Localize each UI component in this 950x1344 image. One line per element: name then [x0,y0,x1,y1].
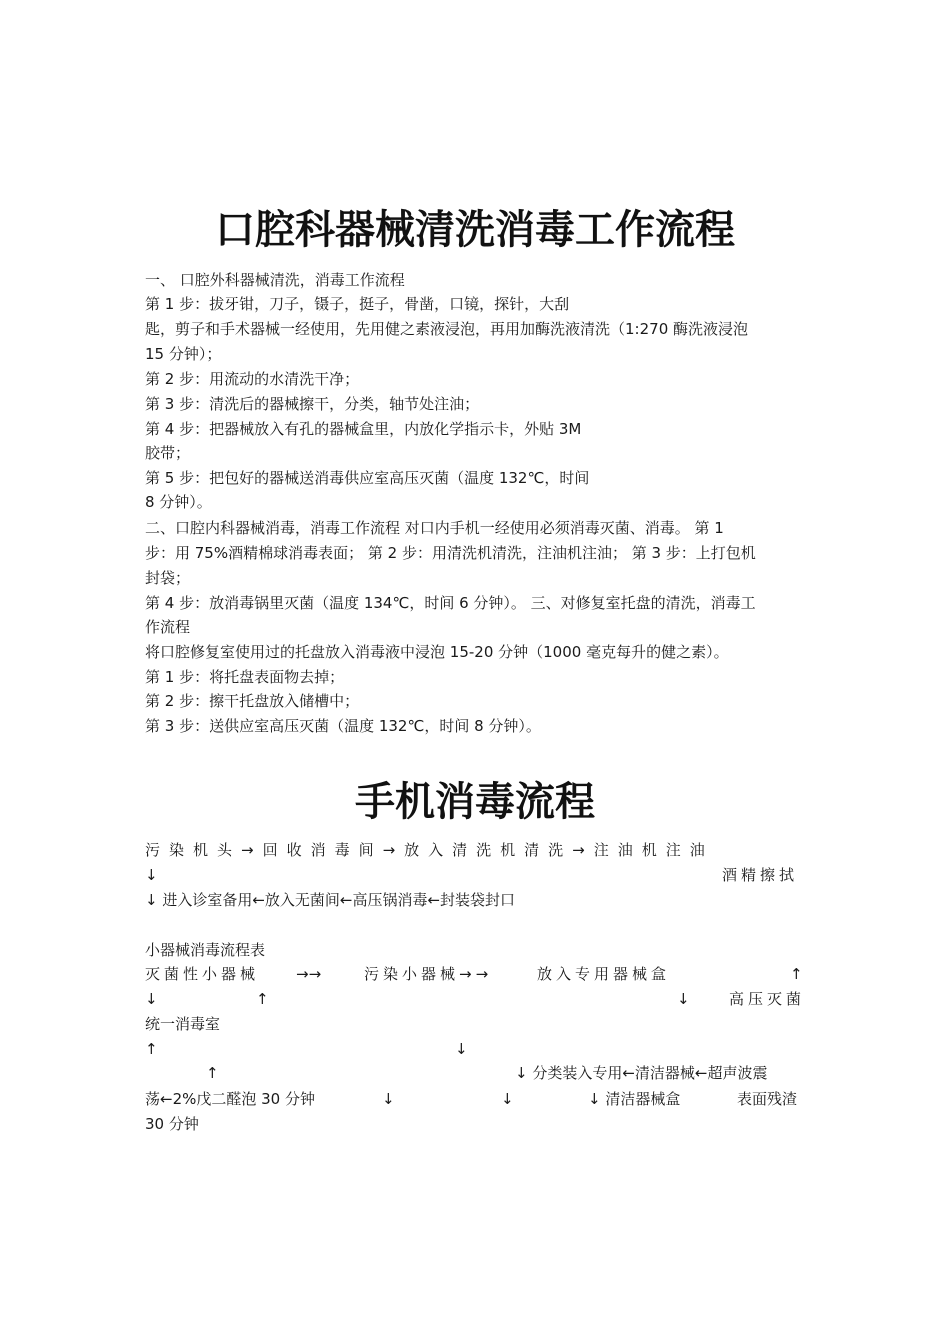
text-line: 胶带； [145,444,191,462]
text-line: 15 分钟）； [145,345,222,363]
text-line: 第 2 步：用流动的水清洗干净； [145,370,360,388]
flow-arrow-up: ↑ [206,1064,219,1082]
text-line: 第 2 步：擦干托盘放入储槽中； [145,692,360,710]
flow-step: 30 分钟 [145,1115,199,1133]
text-line: 步：用 75%酒精棉球消毒表面； 第 2 步：用清洗机清洗，注油机注油； 第 3 步：上打包机 [145,544,756,562]
flow-step: ↓ 清洁器械盒 [588,1090,681,1108]
text-line: 第 3 步：清洗后的器械擦干，分类，轴节处注油； [145,395,480,413]
flow-arrow-down: ↓ [501,1090,514,1108]
flow-arrow-up: ↑ [790,965,803,983]
flow-step: 表面残渣 [737,1090,798,1108]
text-line: 第 4 步：把器械放入有孔的器械盒里，内放化学指示卡，外贴 3M [145,420,582,438]
flow-arrow-down: ↓ [145,990,158,1008]
flow-row: ↓ 分类装入专用←清洁器械←超声波震 [515,1064,768,1082]
text-line: 第 1 步：将托盘表面物去掉； [145,668,345,686]
flow-step: 荡←2%戊二醛泡 30 分钟 [145,1090,315,1108]
flow-step: 酒精擦拭 [722,866,799,884]
document-title: 口腔科器械清洗消毒工作流程 [215,207,735,253]
flow-step: 高压灭菌 [729,990,806,1008]
text-line: 一、 口腔外科器械清洗，消毒工作流程 [145,271,405,289]
flow-arrow-down: ↓ [382,1090,395,1108]
flow-step: 统一消毒室 [145,1015,221,1033]
flow-row: ↓ 进入诊室备用←放入无菌间←高压锅消毒←封装袋封口 [145,891,516,909]
text-line: 第 4 步：放消毒锅里灭菌（温度 134℃，时间 6 分钟）。 三、对修复室托盘的清洗，消毒工 [145,594,756,612]
flow-arrow: →→ [296,965,322,983]
flow-arrow-up: ↑ [145,1040,158,1058]
text-line: 匙，剪子和手术器械一经使用，先用健之素液浸泡，再用加酶洗液清洗（1:270 酶洗液浸泡 [145,320,748,338]
flow-arrow-down: ↓ [455,1040,468,1058]
flow-arrow-down: ↓ [677,990,690,1008]
text-line: 作流程 [145,618,191,636]
text-line: 第 3 步：送供应室高压灭菌（温度 132℃，时间 8 分钟）。 [145,717,541,735]
flow-step: 放入专用器械盒 [537,965,671,983]
flow-step: 污染小器械→→ [364,965,493,983]
text-line: 第 1 步：拔牙钳，刀子，镊子，挺子，骨凿，口镜，探针，大刮 [145,295,570,313]
text-line: 8 分钟）。 [145,493,212,511]
text-line: 第 5 步：把包好的器械送消毒供应室高压灭菌（温度 132℃，时间 [145,469,590,487]
flow-heading: 小器械消毒流程表 [145,941,266,959]
handpiece-title: 手机消毒流程 [355,779,595,825]
flow-step: 灭菌性小器械 [145,965,260,983]
text-line: 封袋； [145,569,191,587]
text-line: 二、口腔内科器械消毒，消毒工作流程 对口内手机一经使用必须消毒灭菌、消毒。 第 1 [145,519,724,537]
flow-row: 污染机头→回收消毒间→放入清洗机清洗→注油机注油 [145,841,714,859]
flow-arrow-down: ↓ [145,866,158,884]
text-line: 将口腔修复室使用过的托盘放入消毒液中浸泡 15-20 分钟（1000 毫克每升的健之素）。 [145,643,729,661]
flow-arrow-up: ↑ [256,990,269,1008]
